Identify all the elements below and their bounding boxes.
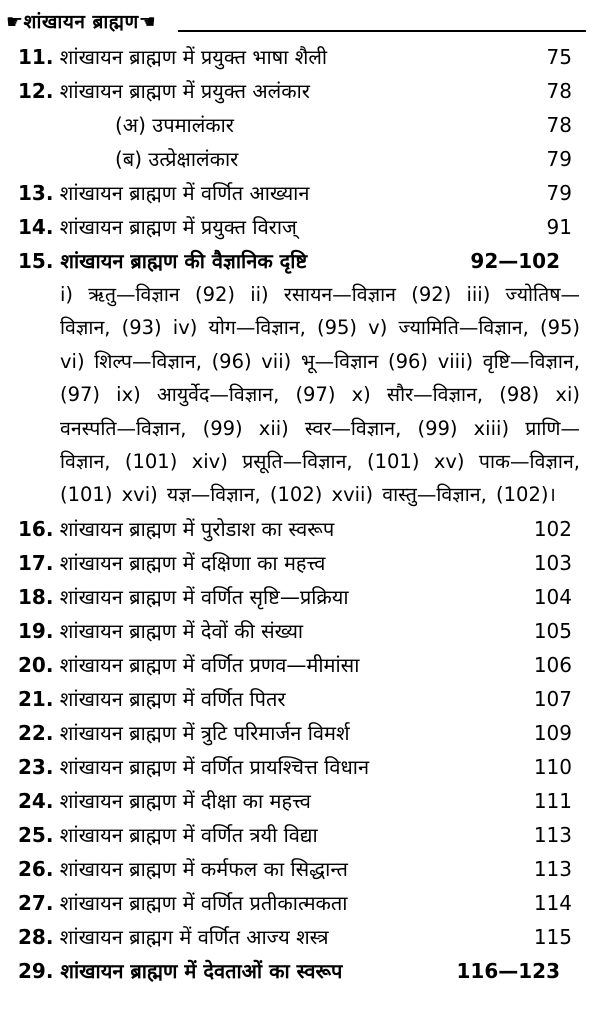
toc-entry-number: 16. bbox=[18, 516, 54, 541]
toc-entry-page: 105 bbox=[533, 618, 572, 643]
toc-entry-number: 14. bbox=[18, 215, 54, 239]
toc-entry-page: 110 bbox=[533, 754, 572, 779]
toc-entry-title: शांखायन ब्राह्मण में वर्णित प्रतीकात्मकता bbox=[59, 890, 348, 915]
toc-entry-title: शांखायन ब्राह्मण में वर्णित त्रयी विद्या bbox=[59, 822, 318, 847]
toc-entry-title: शांखायन ब्राह्मण में प्रयुक्त अलंकार bbox=[59, 79, 310, 103]
toc-entry-label bbox=[18, 750, 369, 784]
toc-entry bbox=[0, 74, 600, 108]
toc-entry-number: 24. bbox=[18, 788, 54, 813]
header-rule bbox=[178, 30, 586, 32]
toc-entry-title: शांखायन ब्राह्मण में वर्णित आख्यान bbox=[59, 181, 310, 205]
toc-entry-label bbox=[115, 108, 234, 142]
toc-entry-label bbox=[115, 142, 238, 176]
toc-entry-number: 23. bbox=[18, 754, 54, 779]
toc-entry-page: 113 bbox=[533, 856, 572, 881]
toc-entry-label bbox=[18, 210, 297, 244]
toc-entry bbox=[0, 210, 600, 244]
toc-entry-page: 114 bbox=[533, 890, 572, 915]
toc-entry-page: 111 bbox=[533, 788, 572, 813]
section-15-description: i) ऋतु—विज्ञान (92) ii) रसायन—विज्ञान (92) iii) ज्योतिष—विज्ञान, (93) iv) योग—विज्ञान, (95) v) ज्यामिति—विज्ञान, (95) vi) शिल्प—विज्ञान, (96) vii) भू—विज्ञान (96) viii) वृष्टि—विज्ञान, (97) ix) आयुर्वेद—विज्ञान, (97) x) सौर—विज्ञान, (98) xi) वनस्पति—विज्ञान, (99) xii) स्वर—विज्ञान, (99) xiii) प्राणि—विज्ञान, (101) xiv) प्रसूति—विज्ञान, (101) xv) पाक—विज्ञान, (101) xvi) यज्ञ—विज्ञान, (102) xvii) वास्तु—विज्ञान, (102)। bbox=[60, 283, 580, 507]
toc-entry-number: 28. bbox=[18, 924, 54, 949]
toc-entry-title: शांखायन ब्राह्मण में देवताओं का स्वरूप bbox=[60, 958, 343, 983]
toc-entry-number: 17. bbox=[18, 550, 54, 575]
toc-entry-number: 26. bbox=[18, 856, 54, 881]
toc-entry-number: 27. bbox=[18, 890, 54, 915]
toc-entry-page: 107 bbox=[533, 686, 572, 711]
toc-entry-page: 92—102 bbox=[470, 249, 560, 273]
toc-entry-label bbox=[18, 886, 347, 920]
toc-entry bbox=[0, 580, 600, 614]
toc-entry-label bbox=[18, 648, 359, 682]
toc-entry bbox=[0, 784, 600, 818]
toc-entry-page: 106 bbox=[533, 652, 572, 677]
toc-entry-page: 75 bbox=[546, 45, 572, 69]
toc-entry-label bbox=[18, 74, 310, 108]
toc-entry-number: 25. bbox=[18, 822, 54, 847]
toc-entry-label bbox=[18, 954, 342, 988]
toc-entry-label bbox=[18, 244, 307, 278]
toc-entry-title: शांखायन ब्राह्मण में देवों की संख्या bbox=[59, 618, 304, 643]
toc-entry-label bbox=[18, 682, 286, 716]
toc-entry bbox=[0, 716, 600, 750]
toc-top-list bbox=[0, 40, 600, 278]
toc-entry-label bbox=[18, 512, 334, 546]
page-header bbox=[6, 6, 592, 36]
toc-entry bbox=[0, 108, 600, 142]
toc-entry-number: 13. bbox=[18, 181, 54, 205]
toc-entry bbox=[0, 852, 600, 886]
toc-entry-number: 21. bbox=[18, 686, 54, 711]
toc-entry-number: 11. bbox=[18, 45, 54, 69]
toc-entry-title: शांखायन ब्राह्मण में कर्मफल का सिद्धान्त bbox=[59, 856, 348, 881]
toc-entry bbox=[0, 920, 600, 954]
toc-entry bbox=[0, 142, 600, 176]
toc-entry bbox=[0, 40, 600, 74]
toc-entry-page: 104 bbox=[533, 584, 572, 609]
toc-entry bbox=[0, 750, 600, 784]
toc-entry bbox=[0, 512, 600, 546]
toc-entry-title: शांखायन ब्राह्मण में दीक्षा का महत्त्व bbox=[59, 788, 311, 813]
toc-entry bbox=[0, 954, 600, 988]
toc-entry-title: शांखायन ब्राह्मण में वर्णित सृष्टि—प्रक्रिया bbox=[59, 584, 349, 609]
toc-entry-title: शांखायन ब्राह्मण में पुरोडाश का स्वरूप bbox=[59, 516, 335, 541]
toc-entry-title: शांखायन ब्राह्मण में वर्णित प्रणव—मीमांसा bbox=[59, 652, 360, 677]
toc-entry-label bbox=[18, 40, 327, 74]
toc-entry-title: शांखायन ब्राह्मण की वैज्ञानिक दृष्टि bbox=[60, 249, 308, 273]
toc-entry-title: शांखायन ब्राह्मग में वर्णित आज्य शस्त्र bbox=[59, 924, 329, 949]
toc-entry-label bbox=[18, 784, 311, 818]
toc-entry-page: 78 bbox=[546, 79, 572, 103]
toc-entry-page: 102 bbox=[533, 516, 572, 541]
toc-entry-page: 78 bbox=[546, 113, 572, 137]
toc-entry-title: शांखायन ब्राह्मण में दक्षिणा का महत्त्व bbox=[59, 550, 326, 575]
toc-entry-number: 18. bbox=[18, 584, 54, 609]
toc-entry bbox=[0, 546, 600, 580]
toc-entry-number: 29. bbox=[18, 958, 54, 983]
toc-entry bbox=[0, 818, 600, 852]
toc-entry-label bbox=[18, 546, 325, 580]
toc-entry bbox=[0, 176, 600, 210]
toc-entry-label bbox=[18, 852, 348, 886]
toc-entry-title: (ब) उत्प्रेक्षालंकार bbox=[115, 147, 239, 171]
toc-entry-label bbox=[18, 580, 349, 614]
table-of-contents bbox=[0, 40, 600, 988]
toc-entry bbox=[0, 886, 600, 920]
toc-entry-number: 12. bbox=[18, 79, 54, 103]
toc-entry-label bbox=[18, 920, 329, 954]
toc-entry-number: 15. bbox=[18, 249, 54, 273]
toc-entry bbox=[0, 614, 600, 648]
toc-bottom-list bbox=[0, 512, 600, 988]
toc-entry-title: शांखायन ब्राह्मण में वर्णित प्रायश्चित्त विधान bbox=[59, 754, 370, 779]
toc-entry bbox=[0, 682, 600, 716]
toc-entry-number: 20. bbox=[18, 652, 54, 677]
toc-entry-page: 109 bbox=[533, 720, 572, 745]
toc-entry-page: 116—123 bbox=[456, 958, 560, 983]
toc-entry-page: 103 bbox=[533, 550, 572, 575]
toc-entry-label bbox=[18, 614, 303, 648]
toc-entry-label bbox=[18, 176, 309, 210]
toc-entry-title: शांखायन ब्राह्मण में त्रुटि परिमार्जन विमर्श bbox=[59, 720, 350, 745]
toc-entry-page: 79 bbox=[546, 147, 572, 171]
toc-entry-page: 115 bbox=[533, 924, 572, 949]
toc-entry-label bbox=[18, 716, 350, 750]
toc-entry-page: 113 bbox=[533, 822, 572, 847]
running-head-title: ☛शांखायन ब्राह्मण☚ bbox=[6, 11, 157, 33]
toc-entry-title: शांखायन ब्राह्मण में वर्णित पितर bbox=[59, 686, 286, 711]
toc-entry bbox=[0, 648, 600, 682]
toc-entry-number: 22. bbox=[18, 720, 54, 745]
toc-entry-title: (अ) उपमालंकार bbox=[115, 113, 234, 137]
toc-entry bbox=[0, 244, 600, 278]
toc-entry-page: 91 bbox=[546, 215, 572, 239]
toc-entry-label bbox=[18, 818, 318, 852]
toc-entry-number: 19. bbox=[18, 618, 54, 643]
toc-entry-title: शांखायन ब्राह्मण में प्रयुक्त विराज् bbox=[59, 215, 297, 239]
toc-entry-page: 79 bbox=[546, 181, 572, 205]
toc-entry-title: शांखायन ब्राह्मण में प्रयुक्त भाषा शैली bbox=[59, 45, 328, 69]
